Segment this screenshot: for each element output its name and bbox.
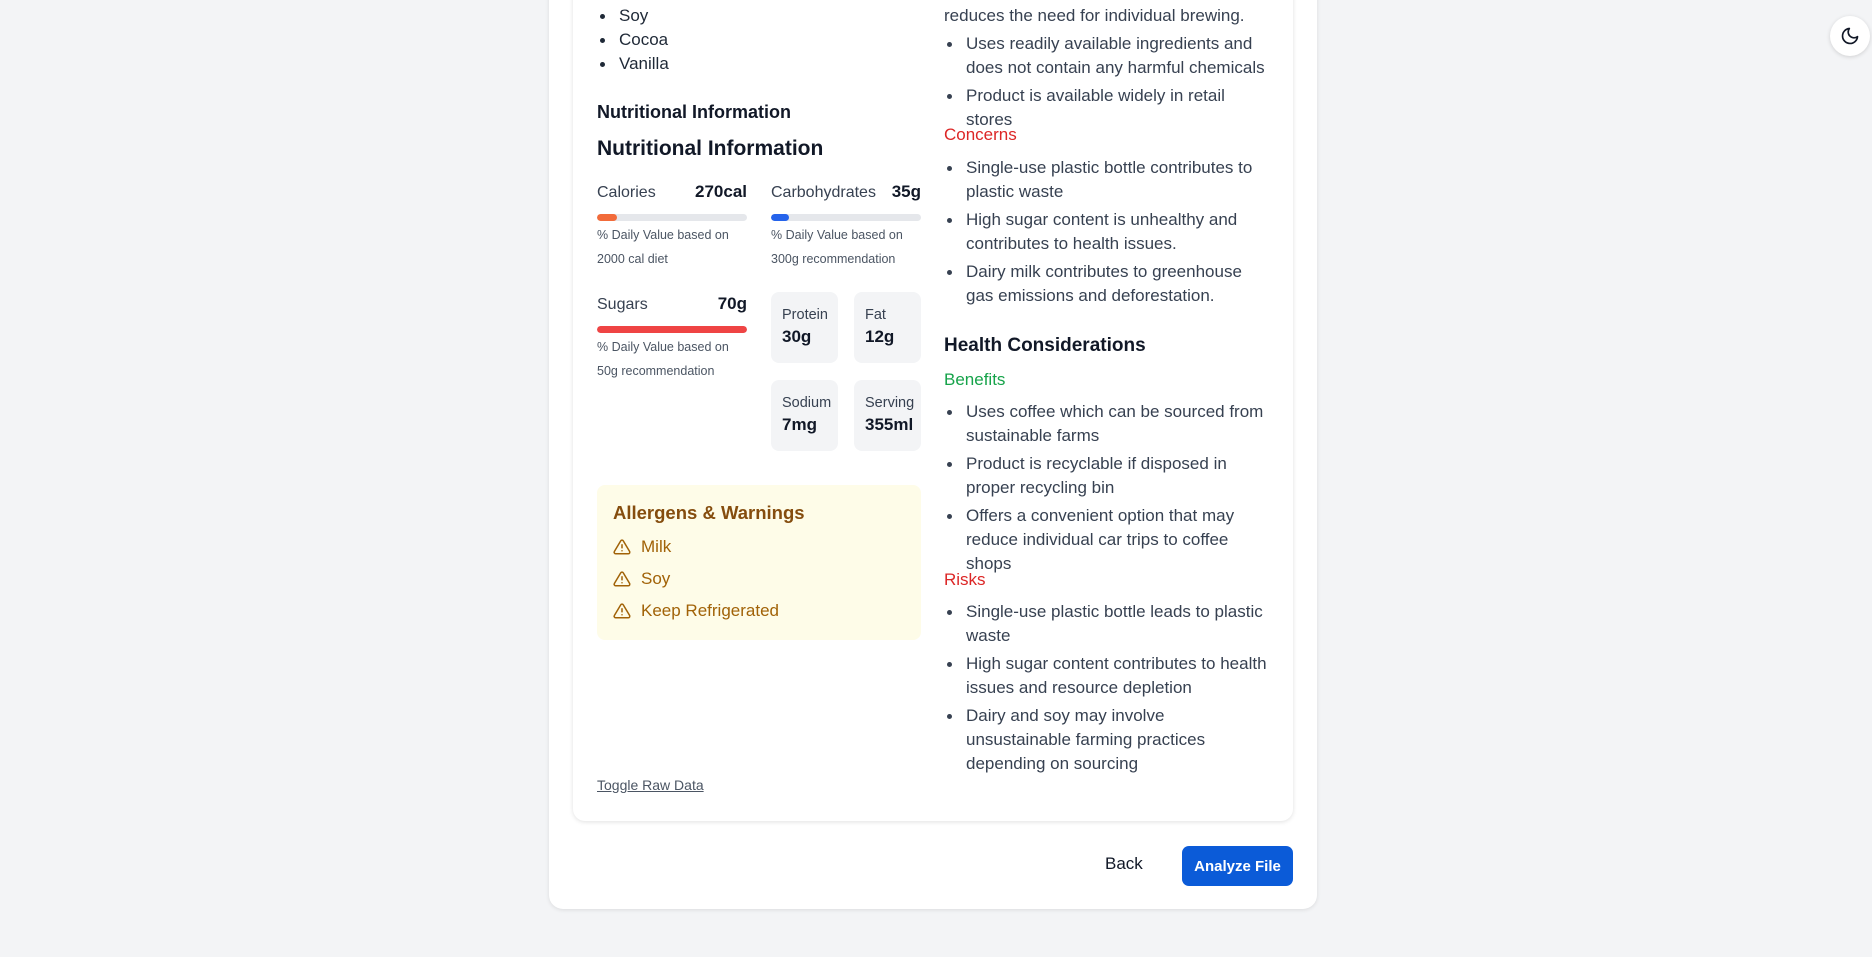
carbohydrates-note: % Daily Value based on (771, 228, 903, 242)
back-button[interactable]: Back (1105, 854, 1143, 873)
list-item: Dairy and soy may involve unsustainable farming practices depending on sourcing (944, 704, 1274, 776)
carbohydrates-metric (771, 182, 921, 271)
list-item: High sugar content is unhealthy and contributes to health issues. (944, 208, 1274, 256)
allergen-item (613, 601, 779, 621)
moon-icon (1840, 26, 1860, 46)
analyze-file-button[interactable]: Analyze File (1182, 846, 1293, 886)
calories-metric (597, 182, 747, 271)
warning-triangle-icon (613, 538, 631, 556)
health-heading: Health Considerations (944, 335, 1146, 356)
protein-value: 30g (782, 327, 812, 346)
list-item: Uses coffee which can be sourced from sustainable farms (944, 400, 1274, 448)
list-item: Uses readily available ingredients and does not contain any harmful chemicals (944, 32, 1274, 80)
environmental-benefits-list (944, 4, 1274, 136)
allergen-label: Soy (641, 569, 671, 588)
allergens-panel (597, 485, 921, 640)
calories-bar-fill (597, 214, 617, 221)
serving-value: 355ml (865, 415, 914, 434)
protein-label: Protein (782, 307, 828, 323)
benefits-heading: Benefits (944, 370, 1006, 389)
fat-value: 12g (865, 327, 895, 346)
sugars-note: % Daily Value based on (597, 340, 729, 354)
calories-label: Calories (597, 184, 656, 201)
risks-list (944, 600, 1274, 780)
protein-card (771, 292, 838, 363)
carbohydrates-bar-fill (771, 214, 789, 221)
sugars-bar (597, 326, 747, 333)
sugars-metric (597, 294, 747, 383)
toggle-raw-data-link[interactable]: Toggle Raw Data (597, 777, 704, 793)
carbohydrates-bar (771, 214, 921, 221)
calories-note: % Daily Value based on (597, 228, 729, 242)
risks-heading: Risks (944, 570, 986, 589)
calories-bar (597, 214, 747, 221)
sugars-label: Sugars (597, 296, 648, 313)
list-item: reduces the need for individual brewing. (944, 6, 1245, 25)
sodium-card (771, 380, 838, 451)
sugars-bar-fill (597, 326, 747, 333)
calories-value: 270cal (695, 182, 747, 201)
fat-card (854, 292, 921, 363)
list-item: Offers a convenient option that may reduce individual car trips to coffee shops (944, 504, 1274, 576)
list-item: Product is recyclable if disposed in proper recycling bin (944, 452, 1274, 500)
list-item: Single-use plastic bottle leads to plastic waste (944, 600, 1274, 648)
allergens-title: Allergens & Warnings (613, 502, 805, 523)
sodium-value: 7mg (782, 415, 817, 434)
warning-triangle-icon (613, 570, 631, 588)
warning-triangle-icon (613, 602, 631, 620)
list-item: Single-use plastic bottle contributes to plastic waste (944, 156, 1274, 204)
sodium-label: Sodium (782, 395, 832, 411)
concerns-heading: Concerns (944, 125, 1017, 144)
allergen-label: Milk (641, 537, 672, 556)
sugars-note-detail: 50g recommendation (597, 364, 715, 378)
sugars-value: 70g (717, 294, 747, 313)
serving-label: Serving (865, 395, 915, 411)
carbohydrates-label: Carbohydrates (771, 184, 876, 201)
serving-card (854, 380, 921, 451)
ingredient-item: Cocoa (597, 28, 669, 52)
theme-toggle-button[interactable] (1830, 16, 1870, 56)
fat-label: Fat (865, 307, 886, 323)
ingredient-item: Soy (597, 4, 669, 28)
ingredient-item: Vanilla (597, 52, 669, 76)
list-item: High sugar content contributes to health issues and resource depletion (944, 652, 1274, 700)
list-item: Product is available widely in retail stores (944, 84, 1274, 132)
benefits-list (944, 400, 1274, 580)
carbohydrates-value: 35g (891, 182, 921, 201)
nutrition-heading-small: Nutritional Information (597, 102, 791, 122)
allergen-item (613, 569, 670, 589)
list-item: Dairy milk contributes to greenhouse gas emissions and deforestation. (944, 260, 1274, 308)
allergen-item (613, 537, 671, 557)
ingredients-list (597, 4, 669, 76)
carbohydrates-note-detail: 300g recommendation (771, 252, 896, 266)
allergen-label: Keep Refrigerated (641, 601, 779, 620)
nutrition-heading: Nutritional Information (597, 137, 824, 160)
concerns-list (944, 156, 1274, 312)
calories-note-detail: 2000 cal diet (597, 252, 668, 266)
